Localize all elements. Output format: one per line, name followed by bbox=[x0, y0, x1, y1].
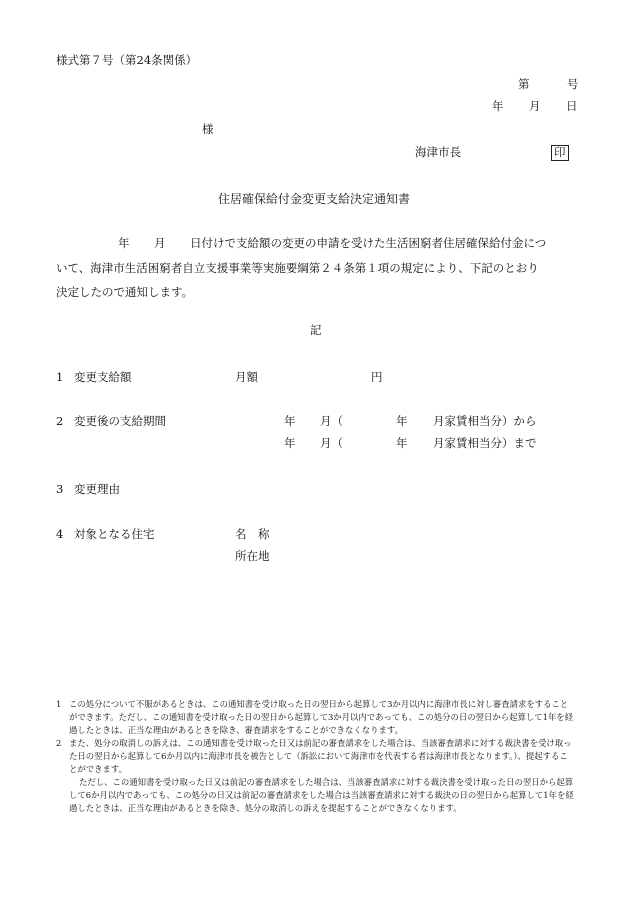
item-label: 変更後の支給期間 bbox=[74, 414, 166, 428]
note-text: この処分について不服があるときは、この通知書を受け取った日の翌日から起算して3か月以内に海津市長に対し審査請求をすることができます。ただし、この通知書を受け取った日の翌日から起算して3か月以内であっても、この処分の日の翌日から起算して1年を経過したときは、正当な理由があるときを除き、審査請求をすることができなくなります。 bbox=[69, 699, 574, 735]
body-line1: 日付けで支給額の変更の申請を受けた生活困窮者住居確保給付金につ bbox=[190, 236, 547, 250]
monthly-label: 月額 bbox=[235, 370, 258, 384]
housing-name-label: 名 称 bbox=[235, 527, 270, 541]
period-from-rent-year: 年 bbox=[396, 414, 408, 428]
item-label: 変更支給額 bbox=[74, 370, 132, 384]
note-1 bbox=[56, 698, 576, 737]
body-month: 月 bbox=[154, 236, 166, 250]
document-title: 住居確保給付金変更支給決定通知書 bbox=[218, 192, 411, 206]
item-number: 4 bbox=[56, 527, 64, 541]
period-to-year: 年 bbox=[284, 436, 296, 450]
notes-section bbox=[56, 698, 576, 815]
month-label: 月 bbox=[529, 99, 541, 113]
period-to-rent-year: 年 bbox=[396, 436, 408, 450]
ki-heading: 記 bbox=[310, 323, 322, 337]
note-number: 2 bbox=[56, 738, 62, 748]
note-2 bbox=[56, 737, 576, 776]
period-from-month: 月（ bbox=[320, 414, 343, 428]
year-label: 年 bbox=[492, 99, 504, 113]
seal-mark bbox=[551, 145, 569, 161]
number-prefix: 第 bbox=[518, 77, 530, 91]
item-label: 対象となる住宅 bbox=[74, 527, 155, 541]
yen-label: 円 bbox=[371, 370, 383, 384]
body-line2: いて、海津市生活困窮者自立支援事業等実施要綱第２４条第１項の規定により、下記のとおり bbox=[56, 261, 539, 275]
body-paragraph bbox=[56, 232, 578, 304]
period-to-rent-month: 月家賃相当分）まで bbox=[433, 436, 537, 450]
item-number: 3 bbox=[56, 482, 64, 496]
item-number: 2 bbox=[56, 414, 64, 428]
housing-address-label: 所在地 bbox=[235, 549, 270, 563]
note-number: 1 bbox=[56, 699, 62, 709]
period-to-month: 月（ bbox=[320, 436, 343, 450]
addressee-suffix: 様 bbox=[202, 122, 214, 136]
item-label: 変更理由 bbox=[74, 482, 120, 496]
issuer-name: 海津市長 bbox=[415, 145, 461, 159]
form-number: 様式第７号（第24条関係） bbox=[56, 53, 198, 67]
note-proviso-text: ただし、この通知書を受け取った日又は前記の審査請求をした場合は、当該審査請求に対する裁決書を受け取った日の翌日から起算して6か月以内であっても、この処分の日又は前記の審査請求をした場合は当該審査請求に対する裁決の日の翌日から起算して1年を経過したときは、正当な理由があるときを除き、処分の取消しの訴えを提起することができなくなります。 bbox=[69, 777, 574, 813]
body-year: 年 bbox=[118, 236, 130, 250]
item-number: 1 bbox=[56, 370, 64, 384]
note-text: また、処分の取消しの訴えは、この通知書を受け取った日又は前記の審査請求をした場合は、当該審査請求に対する裁決書を受け取った日の翌日から起算して6か月以内に海津市長を被告として（訴訟において海津市を代表する者は海津市長となります。）、提起することができます。 bbox=[69, 738, 572, 774]
seal-label: 印 bbox=[551, 145, 569, 161]
period-from-year: 年 bbox=[284, 414, 296, 428]
body-line3: 決定したので通知します。 bbox=[56, 285, 194, 299]
period-from-rent-month: 月家賃相当分）から bbox=[433, 414, 537, 428]
day-label: 日 bbox=[566, 99, 578, 113]
number-suffix: 号 bbox=[567, 77, 579, 91]
note-2-proviso bbox=[56, 776, 576, 815]
